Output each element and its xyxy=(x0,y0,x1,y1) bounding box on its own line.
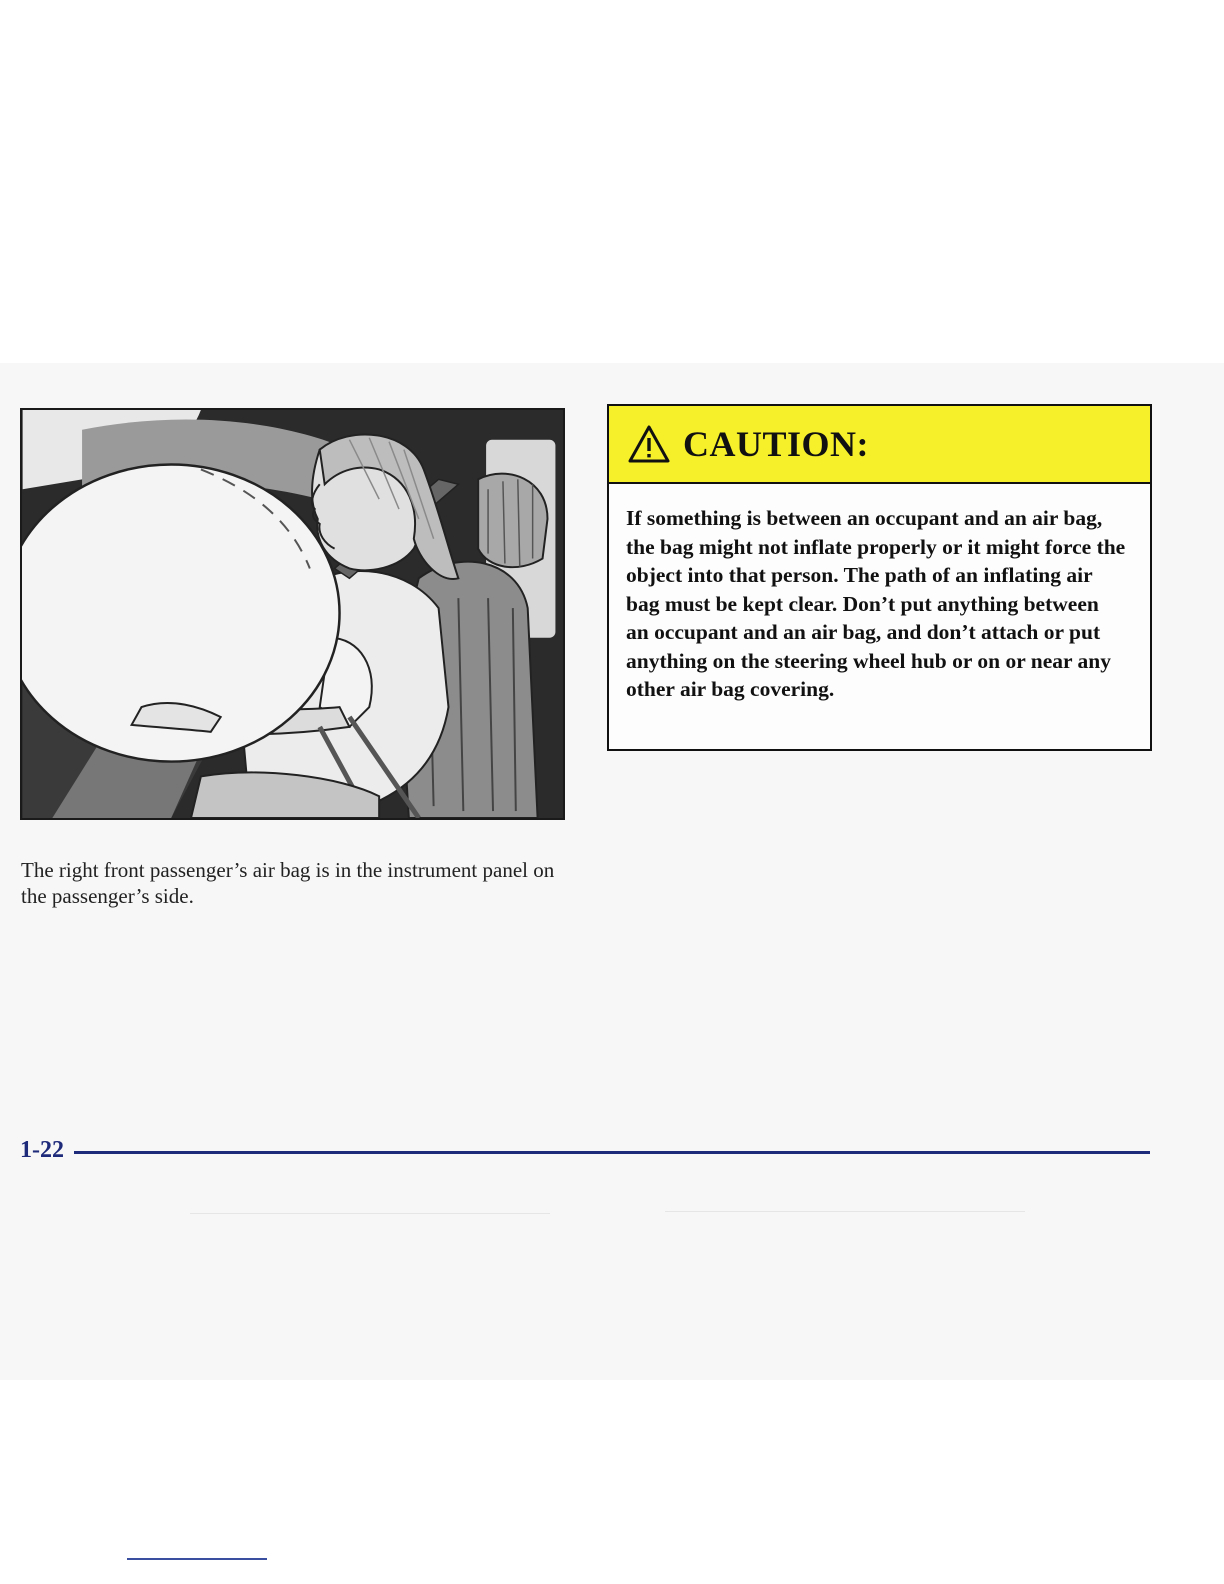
faint-divider-left xyxy=(190,1213,550,1214)
warning-triangle-icon xyxy=(627,424,671,464)
faint-divider-right xyxy=(665,1211,1025,1212)
footer-rule xyxy=(74,1151,1150,1154)
page-number: 1-22 xyxy=(20,1137,64,1163)
caution-box xyxy=(607,404,1152,751)
bottom-rule xyxy=(127,1558,267,1560)
caution-title: CAUTION: xyxy=(683,424,870,464)
page-footer xyxy=(20,1137,1150,1164)
caution-header xyxy=(609,406,1150,484)
airbag-illustration xyxy=(20,408,565,820)
illustration-caption: The right front passenger’s air bag is in the instrument panel on the passenger’s side. xyxy=(21,858,555,908)
airbag-illustration-svg xyxy=(22,410,563,818)
caution-body: If something is between an occupant and an air bag, the bag might not inflate properly or it might force the object into that person. The path of an inflating air bag must be kept clear. Don’t put anything between an occupant and an air bag, and don’t attach or put anything on the steering wheel hub or on or near any other air bag covering. xyxy=(626,506,1126,701)
